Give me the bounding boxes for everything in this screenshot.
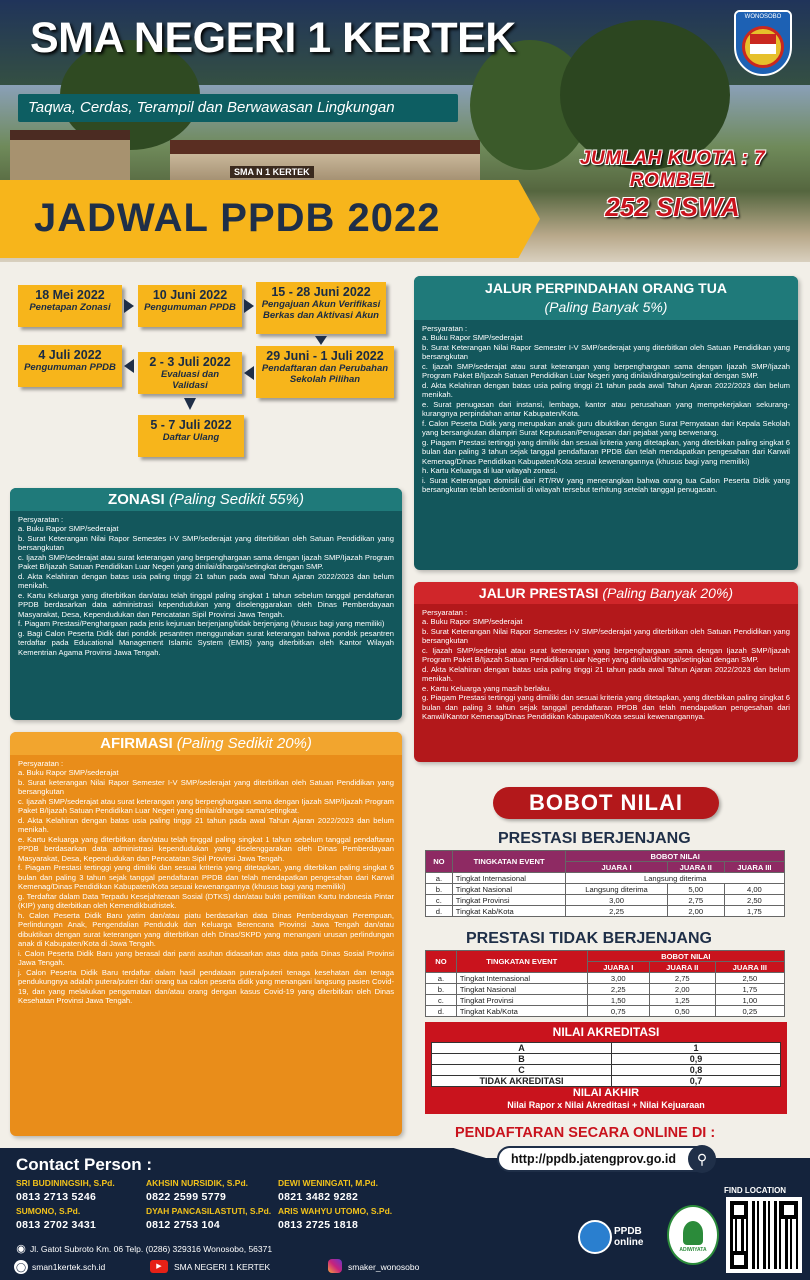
prestasi-box xyxy=(414,582,798,762)
location-pin-icon: ◉ xyxy=(16,1243,26,1255)
find-location-label: FIND LOCATION xyxy=(724,1186,787,1195)
schedule-item xyxy=(256,346,394,398)
table-cell: 0,9 xyxy=(612,1054,781,1065)
prestasi-subtitle: (Paling Banyak 20%) xyxy=(602,585,734,601)
table-cell: 2,50 xyxy=(715,973,784,984)
youtube-link[interactable]: SMA NEGERI 1 KERTEK xyxy=(174,1262,271,1272)
contact-phone[interactable]: 0813 2702 3431 xyxy=(16,1219,97,1231)
table-cell: 0,7 xyxy=(612,1076,781,1087)
contact-phone[interactable]: 0821 3482 9282 xyxy=(278,1191,359,1203)
requirement-item: e. Surat penugasan dari instansi, lembaga, kantor atau perusahaan yang mempekerjakan sekurang-kurangnya perpindahan antar Kabupaten/Kota. xyxy=(422,399,790,419)
contact-name: SRI BUDININGSIH, S.Pd. xyxy=(16,1178,115,1188)
schedule-date: 4 Juli 2022 xyxy=(38,348,102,362)
table-row xyxy=(426,895,785,906)
table-cell: 0,25 xyxy=(715,1006,784,1017)
school-title: SMA NEGERI 1 KERTEK xyxy=(30,14,516,62)
zonasi-subtitle: (Paling Sedikit 55%) xyxy=(168,491,304,508)
requirements-intro: Persyaratan : xyxy=(422,608,468,617)
table-cell: Tingkat Provinsi xyxy=(452,895,566,906)
contact-title: Contact Person : xyxy=(16,1155,153,1174)
requirement-item: e. Kartu Keluarga yang diterbitkan dan/atau telah tinggal paling singkat 1 tahun sebelum tanggal pendaftaran PPDB berdasarkan data administrasi kependudukan yang diselenggarakan oleh Dinas Pemberdayaan Masyarakat, Desa, Kependudukan dan Pencatatan Sipil Provinsi Jawa Tengah. xyxy=(18,834,394,863)
arrow-right-icon xyxy=(124,299,134,313)
perpindahan-body xyxy=(414,320,798,499)
table-cell: Tingkat Nasional xyxy=(456,984,587,995)
requirements-intro: Persyaratan : xyxy=(18,759,64,768)
qr-code-icon[interactable] xyxy=(726,1197,802,1273)
table-cell: 2,00 xyxy=(667,906,724,917)
schedule-label: Pendaftaran dan Perubahan Sekolah Pilihan xyxy=(261,363,389,385)
contact-name: ARIS WAHYU UTOMO, S.Pd. xyxy=(278,1206,393,1216)
table-cell: 4,00 xyxy=(724,884,784,895)
afirmasi-title: AFIRMASI xyxy=(100,735,173,752)
requirement-item: c. Ijazah SMP/sederajat atau surat keterangan yang berpenghargaan sama dengan Ijazah SMP/Ijazah Program Paket B/Ijazah Satuan Pendidikan Luar Negeri yang dinilai/dihargai sama/setingkat. xyxy=(18,796,394,816)
afirmasi-box xyxy=(10,732,402,1136)
tidak-berjenjang-title: PRESTASI TIDAK BERJENJANG xyxy=(466,930,712,947)
flag-icon xyxy=(750,34,776,54)
contact-phone[interactable]: 0822 2599 5779 xyxy=(146,1191,227,1203)
requirement-item: b. Surat keterangan Nilai Rapor Semester I-V SMP/sederajat yang diterbitkan oleh Satuan Pendidikan yang bersangkutan xyxy=(18,777,394,797)
requirement-item: i. Calon Peserta Didik Baru yang berasal dari panti asuhan didasarkan atas data pada Dinas Sosial Provinsi Jawa Tengah. xyxy=(18,948,394,968)
adiwiyata-logo xyxy=(667,1205,719,1265)
wonosobo-crest-icon xyxy=(734,10,792,76)
schedule-date: 5 - 7 Juli 2022 xyxy=(150,418,232,432)
ppdb-logo-text: PPDB online xyxy=(614,1226,644,1248)
adiwiyata-label: ADIWIYATA xyxy=(679,1247,707,1253)
banner-title: JADWAL PPDB 2022 xyxy=(34,196,441,240)
table-header: JUARA III xyxy=(715,962,784,973)
table-header: BOBOT NILAI xyxy=(566,851,785,862)
kuota-siswa: 252 SISWA xyxy=(605,192,740,222)
table-cell: 2,00 xyxy=(649,984,715,995)
table-cell: A xyxy=(432,1043,612,1054)
prestasi-body xyxy=(414,604,798,726)
schedule-item xyxy=(18,285,122,327)
building-sign: SMA N 1 KERTEK xyxy=(230,166,314,178)
table-row xyxy=(426,1006,785,1017)
table-header: BOBOT NILAI xyxy=(587,951,784,962)
requirements-intro: Persyaratan : xyxy=(18,515,64,524)
table-cell: 0,50 xyxy=(649,1006,715,1017)
contact-phone[interactable]: 0812 2753 104 xyxy=(146,1219,220,1231)
requirement-item: g. Piagam Prestasi tertinggi yang dimiliki dan sesuai kriteria yang ditetapkan, yang diterbikan paling singkat 6 bulan dan paling 3 tahun sejak tanggal pendaftaran PPDB dan telah mendapatkan pengesahan dari Kanwil/Kantor Kemenag/Dinas Pendidikan Kabupaten/Kota sesuai kewenangannya. xyxy=(422,693,790,722)
berjenjang-table xyxy=(425,850,785,917)
table-header: JUARA III xyxy=(724,862,784,873)
contact-name: DEWI WENINGATI, M.Pd. xyxy=(278,1178,378,1188)
table-cell: 0,75 xyxy=(587,1006,649,1017)
table-row xyxy=(432,1054,781,1065)
requirement-item: a. Buku Rapor SMP/sederajat xyxy=(18,524,119,534)
table-header: JUARA I xyxy=(587,962,649,973)
table-header-row xyxy=(426,951,785,962)
schedule-label: Penetapan Zonasi xyxy=(29,302,111,313)
perpindahan-title: JALUR PERPINDAHAN ORANG TUA xyxy=(485,280,727,296)
arrow-left-icon xyxy=(124,359,134,373)
schedule-date: 15 - 28 Juni 2022 xyxy=(271,285,371,299)
schedule-date: 10 Juni 2022 xyxy=(152,288,228,302)
kuota-info xyxy=(535,148,810,223)
schedule-label: Pengumuman PPDB xyxy=(24,362,116,373)
zonasi-title: ZONASI xyxy=(108,491,165,508)
requirement-item: b. Surat Keterangan Nilai Rapor Semestes I-V SMP/sederajat yang diterbitkan oleh Satuan Pendidikan yang bersangkutan xyxy=(422,626,790,646)
zonasi-box xyxy=(10,488,402,720)
requirement-item: e. Kartu Keluarga yang diterbitkan dan/atau telah tinggal paling singkat 1 tahun sebelum tanggal pendaftaran PPDB berdasarkan data administrasi kependudukan yang diselenggarakan oleh Dinas Pemberdayaan Masyarakat, Desa, Kependudukan dan Pencatatan Sipil Provinsi Jawa Tengah. xyxy=(18,590,394,619)
schedule-item xyxy=(138,415,244,457)
requirement-item: f. Calon Peserta Didik yang merupakan anak guru dibuktikan dengan Surat Pernyataan dari Kepala Sekolah yang bersangkutan dilampiri Surat Keputusan/Penugasan dari pejabat yang berwenang. xyxy=(422,418,790,438)
requirements-intro: Persyaratan : xyxy=(422,324,468,333)
table-header: JUARA II xyxy=(667,862,724,873)
requirement-item: b. Surat Keterangan Nilai Rapor Semester I-V SMP/sederajat yang diterbitkan oleh Satuan Pendidikan yang bersangkutan xyxy=(422,342,790,362)
website-link[interactable]: sman1kertek.sch.id xyxy=(32,1262,106,1272)
schedule-label: Pengajuan Akun Verifikasi Berkas dan Aktivasi Akun xyxy=(261,299,381,321)
bobot-nilai-title: BOBOT NILAI xyxy=(493,787,719,819)
ppdb-logo-circle xyxy=(578,1220,612,1254)
table-cell: d. xyxy=(426,1006,457,1017)
requirement-item: b. Surat Keterangan Nilai Rapor Semestes I-V SMP/sederajat yang diterbitkan oleh Satuan Pendidikan yang bersangkutan xyxy=(18,533,394,553)
requirement-item: c. Ijazah SMP/sederajat atau surat keterangan yang berpenghargaan sama dengan Ijazah SMP/Ijazah Program Paket B/Ijazah Satuan Pendidikan Luar Negeri yang dinilai/dihargai/setingkat dengan SMP. xyxy=(422,645,790,665)
schedule-date: 18 Mei 2022 xyxy=(35,288,105,302)
requirement-item: g. Terdaftar dalam Data Terpadu Kesejahteraan Sosial (DTKS) dan/atau bukti pemilikan Kartu Indonesia Pintar (KIP) yang diterbitkan oleh Kemendikbudristek. xyxy=(18,891,394,911)
tidak-berjenjang-table xyxy=(425,950,785,1017)
contact-name: AKHSIN NURSIDIK, S.Pd. xyxy=(146,1178,249,1188)
prestasi-title: JALUR PRESTASI xyxy=(478,585,599,601)
perpindahan-header xyxy=(414,276,798,320)
youtube-icon: ▶ xyxy=(150,1260,168,1273)
globe-icon: ◯ xyxy=(15,1262,27,1272)
table-row xyxy=(432,1043,781,1054)
table-cell: 1,75 xyxy=(724,906,784,917)
schedule-item xyxy=(18,345,122,387)
qr-corner xyxy=(730,1251,748,1269)
table-row xyxy=(426,973,785,984)
arrow-left-icon xyxy=(244,366,254,380)
perpindahan-box xyxy=(414,276,798,570)
schedule-item xyxy=(256,282,386,334)
instagram-link[interactable]: smaker_wonosobo xyxy=(348,1262,420,1272)
requirement-item: j. Calon Peserta Didik Baru terdaftar dalam hasil pendataan putera/puteri tenaga kesehatan dan tenaga pendukungnya adalah putera/puteri dari orang tua calon peserta didik yang menangani langsung pasien Covid-19, dan yang melakukan pengamatan dan/atau orang dengan kasus Covid-19 yang diterbitkan oleh Dinas Kesehatan Provinsi Jawa Tengah. xyxy=(18,967,394,1006)
requirement-item: h. Calon Peserta Didik Baru yatim dan/atau piatu berdasarkan data Dinas Pemberdayaan Perempuan, Perlindungan Anak, Pengendalian Penduduk dan Keluarga Berencana Provinsi Jawa Tengah dan/atau dibuktikan dengan surat keterangan yang diterbitkan oleh Dinas/SKPD yang menangani urusan perlindungan anak di Kabupaten/Kota di Jawa Tengah. xyxy=(18,910,394,949)
perpindahan-subtitle: (Paling Banyak 5%) xyxy=(544,299,668,315)
schedule-label: Pengumuman PPDB xyxy=(144,302,236,313)
table-cell: C xyxy=(432,1065,612,1076)
requirement-item: a. Buku Rapor SMP/sederajat xyxy=(18,768,119,778)
table-cell: a. xyxy=(426,973,457,984)
requirement-item: f. Piagam Prestasi tertinggi yang dimiliki dan sesuai kriteria yang ditetapkan, yang diterbikan paling singkat 6 bulan dan paling 3 tahun sejak tanggal pendaftaran PPDB dan telah mendapatkan pengesahan dari Kanwil Kemenag/Dinas Pendidikan Kabupaten/Kota sesuai kewenangannya (khusus bagi yang memiliki) xyxy=(18,863,394,892)
table-header: NO xyxy=(426,851,453,873)
table-row xyxy=(426,873,785,884)
zonasi-body xyxy=(10,511,402,661)
afirmasi-header xyxy=(10,732,402,755)
arrow-down-icon xyxy=(184,398,196,410)
contact-name: SUMONO, S.Pd. xyxy=(16,1206,81,1216)
nilai-akhir-formula: Nilai Rapor x Nilai Akreditasi + Nilai Kejuaraan xyxy=(507,1100,705,1110)
afirmasi-body xyxy=(10,755,402,1010)
table-cell: Langsung diterima xyxy=(566,873,785,884)
kuota-rombel: JUMLAH KUOTA : 7 ROMBEL xyxy=(579,148,766,191)
table-header-row xyxy=(426,851,785,862)
registration-url[interactable]: http://ppdb.jatengprov.go.id xyxy=(497,1146,715,1172)
table-cell: 1,75 xyxy=(715,984,784,995)
requirement-item: h. Kartu Keluarga di luar wilayah zonasi. xyxy=(422,466,558,476)
table-cell: 5,00 xyxy=(667,884,724,895)
table-cell: Tingkat Nasional xyxy=(452,884,566,895)
table-header: TINGKATAN EVENT xyxy=(456,951,587,973)
nilai-akhir-title: NILAI AKHIR xyxy=(572,1087,640,1099)
requirement-item: e. Kartu Keluarga yang masih berlaku. xyxy=(422,683,552,693)
prestasi-header xyxy=(414,582,798,604)
table-cell: 2,75 xyxy=(667,895,724,906)
qr-pattern xyxy=(730,1201,798,1269)
schedule-label: Daftar Ulang xyxy=(162,432,220,443)
schedule-item xyxy=(138,352,242,394)
table-cell: Tingkat Kab/Kota xyxy=(456,1006,587,1017)
contact-name: DYAH PANCASILASTUTI, S.Pd. xyxy=(146,1206,272,1216)
contact-phone[interactable]: 0813 2725 1818 xyxy=(278,1219,359,1231)
table-row xyxy=(426,884,785,895)
afirmasi-subtitle: (Paling Sedikit 20%) xyxy=(176,735,312,752)
instagram-icon xyxy=(328,1259,342,1273)
tree-icon xyxy=(683,1221,703,1245)
requirement-item: d. Akta Kelahiran dengan batas usia paling tinggi 21 tahun pada awal Tahun Ajaran 2022/2023 dan belum menikah. xyxy=(18,815,394,835)
table-cell: c. xyxy=(426,895,453,906)
table-cell: 2,50 xyxy=(724,895,784,906)
berjenjang-title: PRESTASI BERJENJANG xyxy=(498,830,691,847)
qr-corner xyxy=(780,1201,798,1219)
arrow-down-icon xyxy=(315,336,327,345)
table-cell: b. xyxy=(426,984,457,995)
akreditasi-title: NILAI AKREDITASI xyxy=(552,1025,660,1039)
requirement-item: d. Akta Kelahiran dengan batas usia paling tinggi 21 tahun pada awal Tahun Ajaran 2022/2023 dan belum menikah. xyxy=(18,571,394,591)
table-cell: Tingkat Provinsi xyxy=(456,995,587,1006)
requirement-item: g. Bagi Calon Peserta Didik dari pondok pesantren menggunakan surat keterangan bahwa pondok pesantren terdaftar pada Educational Management Islamic System (EMIS) yang diterbitkan oleh Kantor Wilayah Kementrian Agama Provinsi Jawa Tengah. xyxy=(18,628,394,657)
table-cell: a. xyxy=(426,873,453,884)
table-row xyxy=(432,1076,781,1087)
tagline: Taqwa, Cerdas, Terampil dan Berwawasan Lingkungan xyxy=(18,94,458,122)
table-cell: Langsung diterima xyxy=(566,884,667,895)
table-cell: 1,50 xyxy=(587,995,649,1006)
table-cell: TIDAK AKREDITASI xyxy=(432,1076,612,1087)
school-address: Jl. Gatot Subroto Km. 06 Telp. (0286) 329316 Wonosobo, 56371 xyxy=(30,1244,273,1254)
akreditasi-table xyxy=(431,1042,781,1087)
table-cell: 2,75 xyxy=(649,973,715,984)
table-row xyxy=(426,906,785,917)
schedule-date: 2 - 3 Juli 2022 xyxy=(149,355,231,369)
table-cell: Tingkat Internasional xyxy=(452,873,566,884)
table-cell: Tingkat Internasional xyxy=(456,973,587,984)
table-cell: 0,8 xyxy=(612,1065,781,1076)
table-cell: d. xyxy=(426,906,453,917)
akreditasi-box xyxy=(425,1022,787,1114)
crest-label: WONOSOBO xyxy=(736,12,790,20)
table-row xyxy=(432,1065,781,1076)
table-row xyxy=(426,995,785,1006)
requirement-item: g. Piagam Prestasi tertinggi yang dimiliki dan sesuai kriteria yang ditetapkan, yang diterbikan paling singkat 6 bulan dan paling 3 tahun sejak tanggal pendaftaran PPDB dan telah mendapatkan pengesahan dari Kanwil Kemenag/Dinas Pendidikan Kabupaten/Kota sesuai kewenangannya (khusus bagi yang memiliki) xyxy=(422,437,790,466)
arrow-right-icon xyxy=(244,299,254,313)
table-header: NO xyxy=(426,951,457,973)
table-cell: c. xyxy=(426,995,457,1006)
online-registration-label: PENDAFTARAN SECARA ONLINE DI : xyxy=(455,1125,716,1141)
requirement-item: i. Surat Keterangan domisili dari RT/RW yang menerangkan bahwa orang tua Calon Peserta Didik yang bersangkutan telah berdomisili di wilayah tersebut terhitung setelah tanggal penugasan. xyxy=(422,475,790,495)
table-cell: 1,25 xyxy=(649,995,715,1006)
qr-corner xyxy=(730,1201,748,1219)
table-cell: b. xyxy=(426,884,453,895)
requirement-item: d. Akta Kelahiran dengan batas usia paling tinggi 21 tahun pada awal Tahun Ajaran 2022/2023 dan belum menikah. xyxy=(422,380,790,400)
schedule-label: Evaluasi dan Validasi xyxy=(160,369,220,391)
table-cell: Tingkat Kab/Kota xyxy=(452,906,566,917)
zonasi-header xyxy=(10,488,402,511)
requirement-item: c. Ijazah SMP/sederajat atau surat keterangan yang berpenghargaan sama dengan Ijazah SMP/Ijazah Program Paket B/Ijazah Satuan Pendidikan Luar Negeri yang dinilai/dihargai/setingkat dengan SMP. xyxy=(18,552,394,572)
requirement-item: a. Buku Rapor SMP/sederajat xyxy=(422,617,523,627)
search-icon[interactable]: ⚲ xyxy=(688,1145,716,1173)
table-row xyxy=(426,984,785,995)
table-cell: 1 xyxy=(612,1043,781,1054)
requirement-item: d. Akta Kelahiran dengan batas usia paling tinggi 21 tahun pada awal Tahun Ajaran 2022/2023 dan belum menikah. xyxy=(422,664,790,684)
requirement-item: f. Piagam Prestasi/Penghargaan pada jenis kejuruan berjenjang/tidak berjenjang (khusus bagi yang memiliki) xyxy=(18,619,385,629)
requirement-item: c. Ijazah SMP/sederajat atau surat keterangan yang berpenghargaan sama dengan Ijazah SMP/Ijazah Program Paket B/Ijazah Satuan Pendidikan Luar Negeri yang dinilai/dihargai/setingkat dengan SMP. xyxy=(422,361,790,381)
table-header: JUARA II xyxy=(649,962,715,973)
table-cell: B xyxy=(432,1054,612,1065)
ppdb-online-logo xyxy=(578,1208,660,1264)
table-header: JUARA I xyxy=(566,862,667,873)
schedule-item xyxy=(138,285,242,327)
table-header: TINGKATAN EVENT xyxy=(452,851,566,873)
contact-phone[interactable]: 0813 2713 5246 xyxy=(16,1191,97,1203)
table-cell: 2,25 xyxy=(566,906,667,917)
table-cell: 3,00 xyxy=(566,895,667,906)
schedule-date: 29 Juni - 1 Juli 2022 xyxy=(266,349,384,363)
table-cell: 3,00 xyxy=(587,973,649,984)
requirement-item: a. Buku Rapor SMP/sederajat xyxy=(422,333,523,343)
table-cell: 1,00 xyxy=(715,995,784,1006)
table-cell: 2,25 xyxy=(587,984,649,995)
